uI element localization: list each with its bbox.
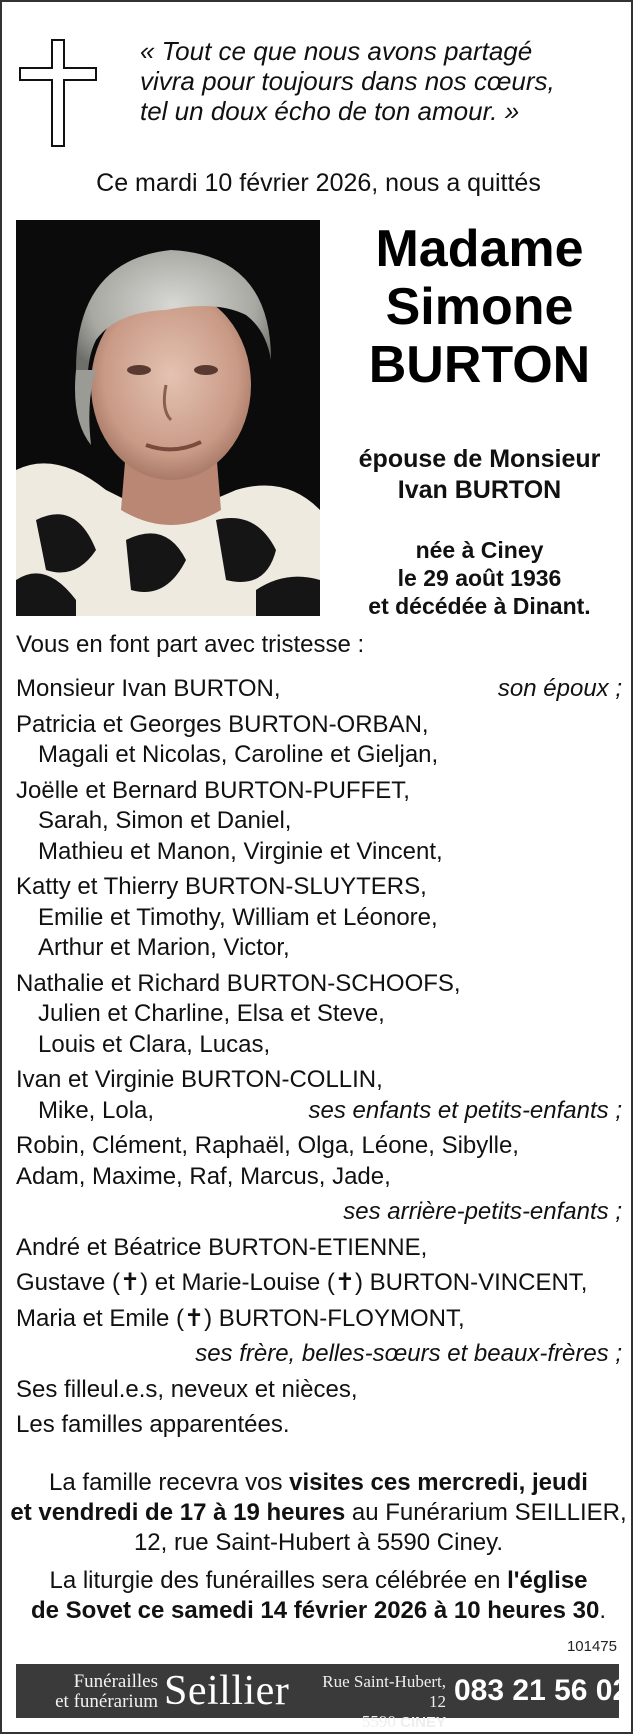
- birth-line: le 29 août 1936: [397, 565, 562, 591]
- family-line: [16, 1030, 622, 1061]
- tagline-line: Funérailles: [73, 1671, 158, 1692]
- quote-line: tel un doux écho de ton amour. »: [140, 96, 520, 126]
- family-line: [16, 1268, 622, 1299]
- family-line: [16, 933, 622, 964]
- family-line: [16, 969, 622, 1000]
- family-line: [16, 837, 622, 868]
- cross-icon: [18, 38, 98, 148]
- liturgy-text: La liturgie des funérailles sera célébrée en: [49, 1567, 508, 1594]
- birth-death-info: [332, 536, 627, 620]
- family-line: [16, 740, 622, 771]
- family-relation: ses arrière-petits-enfants ;: [343, 1198, 622, 1225]
- funeral-home-tagline: [28, 1672, 158, 1712]
- family-name: Louis et Clara, Lucas,: [38, 1030, 271, 1058]
- family-line: [16, 1162, 622, 1193]
- family-list: [16, 674, 622, 1441]
- visits-bold: et vendredi de 17 à 19 heures: [10, 1499, 346, 1526]
- spouse-line: Ivan BURTON: [397, 476, 562, 504]
- family-name: André et Béatrice BURTON-ETIENNE,: [16, 1233, 428, 1261]
- birth-line: née à Ciney: [415, 537, 544, 563]
- family-name: Adam, Maxime, Raf, Marcus, Jade,: [16, 1162, 391, 1190]
- family-line: [16, 1131, 622, 1162]
- death-announcement: Ce mardi 10 février 2026, nous a quittés: [96, 169, 541, 197]
- quote: [140, 36, 620, 126]
- family-line: [16, 1233, 622, 1264]
- family-line: [16, 776, 622, 807]
- family-name: Ses filleul.e.s, neveux et nièces,: [16, 1375, 358, 1403]
- family-line: [16, 1304, 622, 1335]
- family-name: Joëlle et Bernard BURTON-PUFFET,: [16, 776, 410, 804]
- reference-number: 101475: [566, 1638, 617, 1655]
- visits-text: au Funérarium SEILLIER,: [345, 1499, 627, 1526]
- intro-text: Vous en font part avec tristesse :: [16, 631, 365, 658]
- visits-text: La famille recevra vos: [49, 1469, 290, 1496]
- family-line: [16, 999, 622, 1030]
- family-name: Sarah, Simon et Daniel,: [38, 807, 292, 834]
- family-name: Mike, Lola,: [38, 1096, 155, 1124]
- visits-bold: visites ces mercredi, jeudi: [289, 1469, 588, 1496]
- family-line: [16, 903, 622, 934]
- family-name: Emilie et Timothy, William et Léonore,: [38, 903, 438, 931]
- family-line: [16, 806, 622, 837]
- funeral-home-address: [306, 1672, 446, 1733]
- family-line: [16, 872, 622, 903]
- family-name: Robin, Clément, Raphaël, Olga, Léone, Sibylle,: [16, 1132, 519, 1159]
- family-relation: ses enfants et petits-enfants ;: [308, 1096, 622, 1124]
- quote-line: « Tout ce que nous avons partagé: [140, 36, 533, 66]
- family-line: [16, 1339, 622, 1370]
- family-name: Mathieu et Manon, Virginie et Vincent,: [38, 837, 443, 865]
- liturgy-bold: l'église: [507, 1567, 588, 1594]
- family-line: [16, 1096, 622, 1127]
- quote-line: vivra pour toujours dans nos cœurs,: [140, 66, 555, 96]
- visits-info: [2, 1468, 633, 1558]
- birth-line: et décédée à Dinant.: [368, 593, 591, 619]
- name-title: Madame: [375, 220, 584, 278]
- spouse-line: épouse de Monsieur: [358, 445, 601, 473]
- portrait-photo: [16, 220, 320, 616]
- family-name: Monsieur Ivan BURTON,: [16, 675, 281, 702]
- funeral-home-banner: [16, 1664, 630, 1731]
- family-relation: ses frère, belles-sœurs et beaux-frères ;: [195, 1340, 622, 1367]
- family-line: [16, 674, 622, 705]
- family-line: [16, 710, 622, 741]
- name-first: Simone: [385, 278, 574, 336]
- funeral-home-logo: Seillier: [164, 1668, 290, 1714]
- family-name: Julien et Charline, Elsa et Steve,: [38, 1000, 385, 1027]
- liturgy-text: .: [599, 1597, 607, 1624]
- family-line: [16, 1410, 622, 1441]
- family-name: Patricia et Georges BURTON-ORBAN,: [16, 710, 429, 738]
- family-line: [16, 1065, 622, 1096]
- family-name: Les familles apparentées.: [16, 1411, 290, 1438]
- deceased-name: [332, 220, 627, 394]
- family-name: Arthur et Marion, Victor,: [38, 934, 290, 961]
- family-name: Ivan et Virginie BURTON-COLLIN,: [16, 1066, 383, 1093]
- family-name: Maria et Emile (✝) BURTON-FLOYMONT,: [16, 1304, 465, 1332]
- name-last: BURTON: [368, 336, 591, 394]
- liturgy-bold: de Sovet ce samedi 14 février 2026 à 10 heures 30: [30, 1597, 600, 1624]
- funeral-home-phone: 083 21 56 02: [454, 1674, 630, 1707]
- family-line: [16, 1197, 622, 1228]
- spouse-info: [332, 444, 627, 506]
- visits-address: 12, rue Saint-Hubert à 5590 Ciney.: [133, 1529, 504, 1556]
- family-name: Nathalie et Richard BURTON-SCHOOFS,: [16, 969, 461, 997]
- family-name: Magali et Nicolas, Caroline et Gieljan,: [38, 741, 439, 768]
- tagline-line: et funérarium: [55, 1691, 158, 1712]
- address-postcode: 5590: [361, 1712, 401, 1731]
- address-city: CINEY: [400, 1714, 446, 1731]
- family-relation: son époux ;: [497, 675, 622, 702]
- address-line: Rue Saint-Hubert, 12: [322, 1672, 446, 1711]
- family-name: Gustave (✝) et Marie-Louise (✝) BURTON-VINCENT,: [16, 1269, 588, 1296]
- family-name: Katty et Thierry BURTON-SLUYTERS,: [16, 873, 427, 900]
- liturgy-info: [2, 1566, 633, 1626]
- family-line: [16, 1375, 622, 1406]
